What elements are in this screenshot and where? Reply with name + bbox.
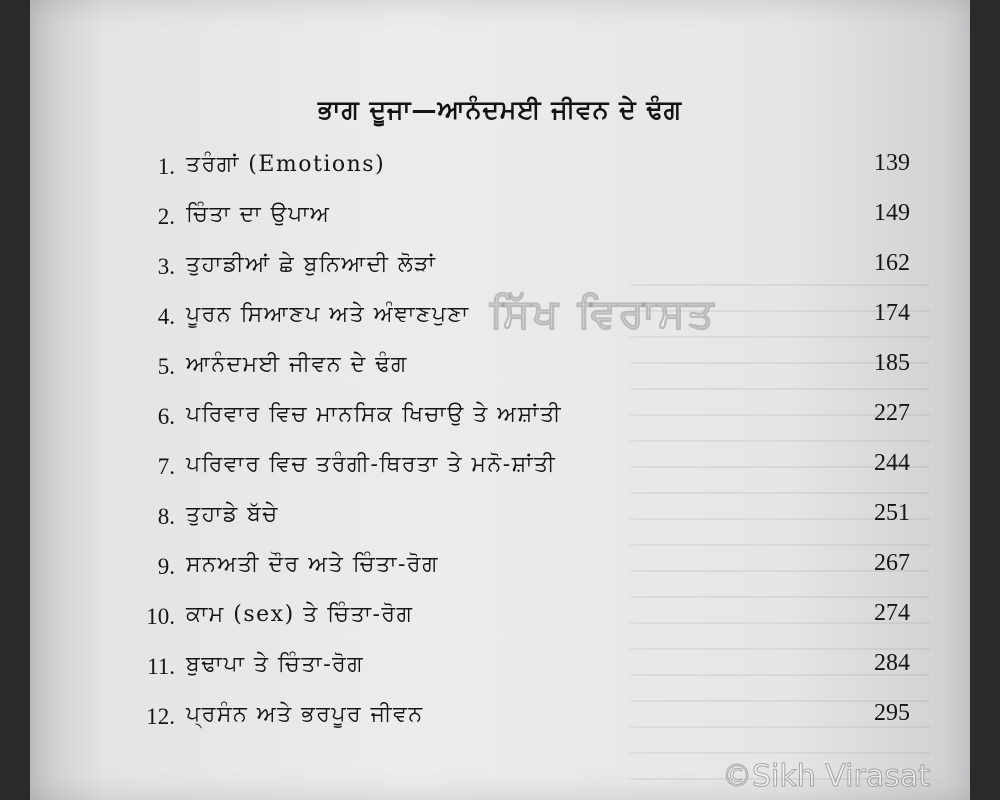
toc-entry-page: 185 <box>874 350 910 376</box>
toc-entry-number: 7. <box>157 454 175 479</box>
toc-entry-title: ਬੁਢਾਪਾ ਤੇ ਚਿੰਤਾ-ਰੋਗ <box>186 652 365 677</box>
toc-entry-title: ਪਰਿਵਾਰ ਵਿਚ ਮਾਨਸਿਕ ਖਿਚਾਉ ਤੇ ਅਸ਼ਾਂਤੀ <box>186 402 563 427</box>
toc-entry-number: 11. <box>147 654 175 679</box>
toc-entry-title: ਪਰਿਵਾਰ ਵਿਚ ਤਰੰਗੀ-ਥਿਰਤਾ ਤੇ ਮਨੋ-ਸ਼ਾਂਤੀ <box>186 452 557 477</box>
toc-entry-number: 3. <box>157 254 175 279</box>
toc-entry <box>130 540 910 590</box>
toc-entry-page: 174 <box>874 300 910 326</box>
toc-entry-title: ਪੂਰਨ ਸਿਆਣਪ ਅਤੇ ਅੰਞਾਣਪੁਣਾ <box>186 302 470 327</box>
toc-entry-page: 267 <box>874 550 910 576</box>
toc-entry-title: ਪ੍ਰਸੰਨ ਅਤੇ ਭਰਪੂਰ ਜੀਵਨ <box>186 702 424 727</box>
toc-entry-title: ਤਰੰਗਾਂ (Emotions) <box>186 152 386 177</box>
toc-entry-page: 139 <box>874 150 910 176</box>
watermark-text: ਸਿੱਖ ਵਿਰਾਸਤ <box>490 290 717 337</box>
toc-entry <box>130 140 910 190</box>
toc-entry <box>130 490 910 540</box>
toc-entry-title: ਚਿੰਤਾ ਦਾ ਉਪਾਅ <box>186 202 331 227</box>
toc-entry <box>130 590 910 640</box>
toc-entry-number: 8. <box>157 504 175 529</box>
toc-entry-number: 1. <box>157 154 175 179</box>
toc-entry-number: 6. <box>157 404 175 429</box>
toc-entry-title: ਤੁਹਾਡੇ ਬੱਚੇ <box>186 502 279 527</box>
toc-entry-title: ਆਨੰਦਮਈ ਜੀਵਨ ਦੇ ਢੰਗ <box>186 352 408 377</box>
toc-entry-page: 295 <box>874 700 910 726</box>
toc-entry-title: ਤੁਹਾਡੀਆਂ ਛੇ ਬੁਨਿਆਦੀ ਲੋੜਾਂ <box>186 252 437 277</box>
toc-entry-title: ਸਨਅਤੀ ਦੌਰ ਅਤੇ ਚਿੰਤਾ-ਰੋਗ <box>186 552 439 577</box>
toc-entry-page: 162 <box>874 250 910 276</box>
toc-entry <box>130 690 910 740</box>
book-page <box>30 0 970 800</box>
toc-entry-number: 12. <box>146 704 175 729</box>
toc-entry <box>130 440 910 490</box>
toc-entry-page: 244 <box>874 450 910 476</box>
copyright-watermark: ©Sikh Virasat <box>722 759 930 794</box>
toc-entry-page: 251 <box>874 500 910 526</box>
toc-entry-number: 9. <box>157 554 175 579</box>
toc-entry-page: 274 <box>874 600 910 626</box>
toc-entry-number: 2. <box>157 204 175 229</box>
toc-entry <box>130 190 910 240</box>
toc-entry-page: 227 <box>874 400 910 426</box>
toc-entry <box>130 240 910 290</box>
toc-entry-page: 284 <box>874 650 910 676</box>
toc-entry-page: 149 <box>874 200 910 226</box>
toc-entry <box>130 390 910 440</box>
toc-entry-number: 10. <box>146 604 175 629</box>
toc-entry <box>130 640 910 690</box>
table-of-contents <box>130 140 910 740</box>
toc-entry-number: 4. <box>157 304 175 329</box>
toc-entry-title: ਕਾਮ (sex) ਤੇ ਚਿੰਤਾ-ਰੋਗ <box>186 602 414 627</box>
section-heading: ਭਾਗ ਦੂਜਾ—ਆਨੰਦਮਈ ਜੀਵਨ ਦੇ ਢੰਗ <box>317 95 683 124</box>
toc-entry-number: 5. <box>157 354 175 379</box>
toc-entry <box>130 340 910 390</box>
